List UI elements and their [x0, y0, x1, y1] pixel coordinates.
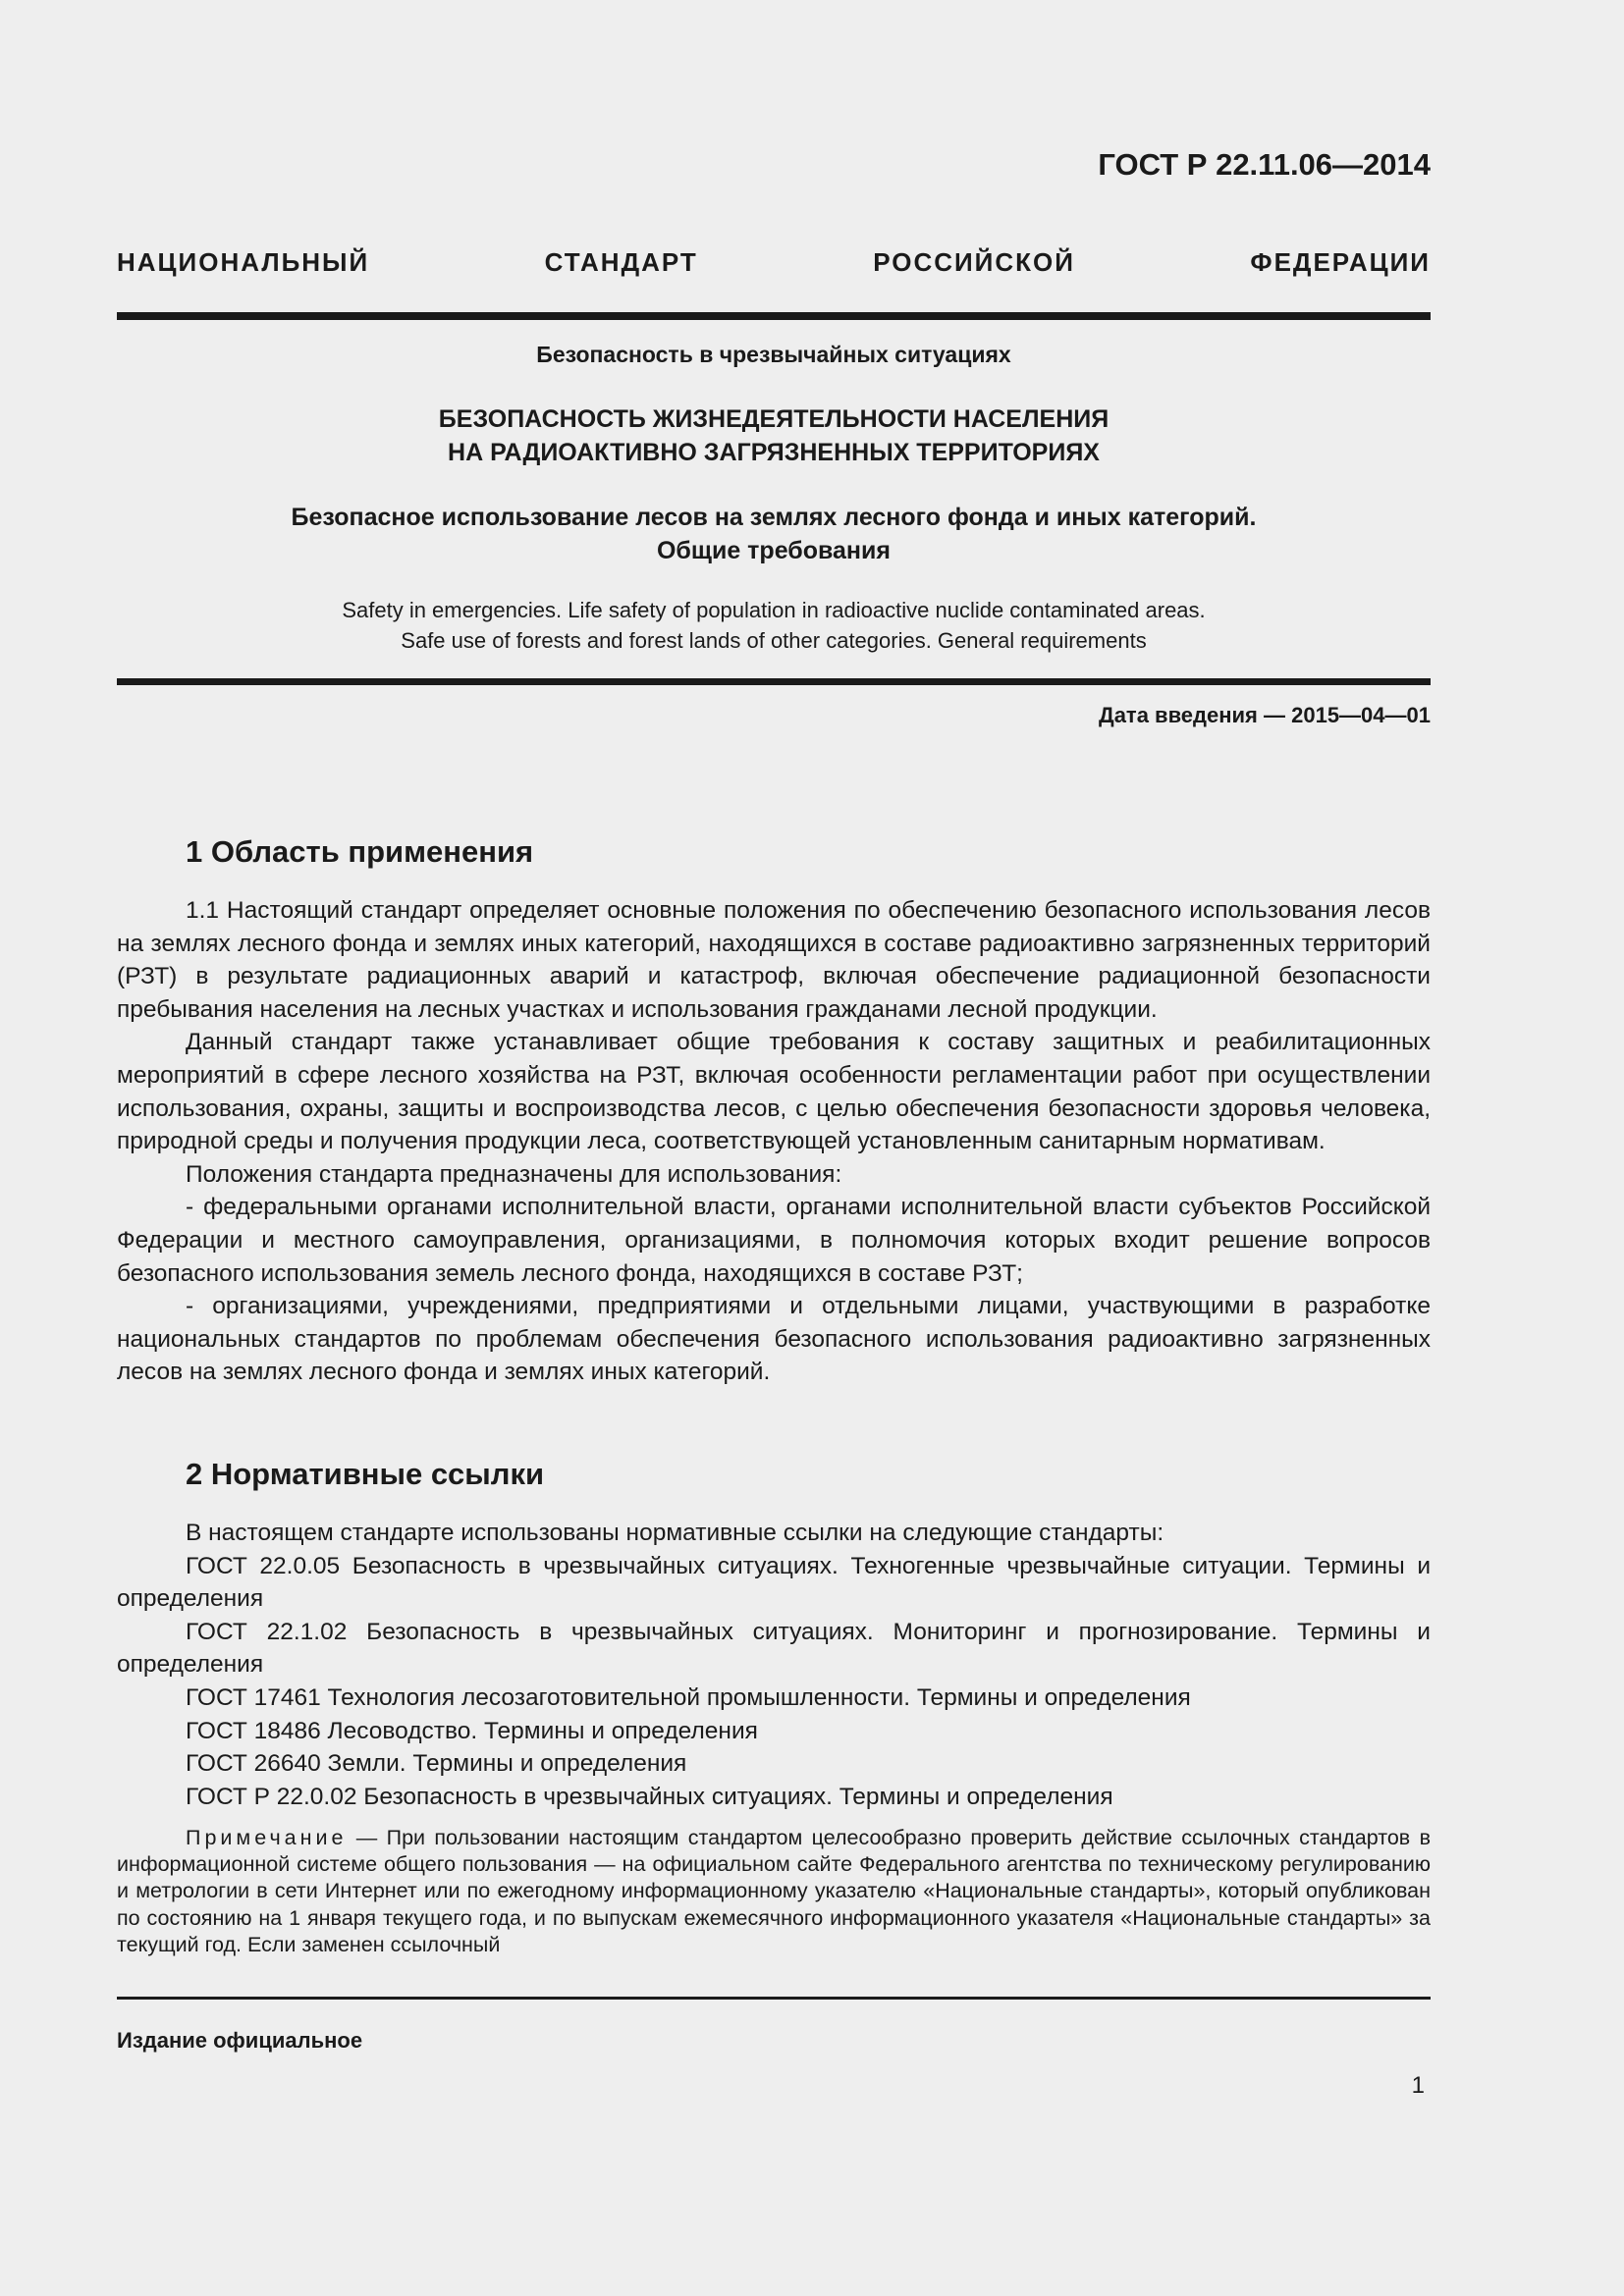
paragraph: Данный стандарт также устанавливает общие требования к составу защитных и реабилитационных мероприятий в сфере лесного хозяйства на РЗТ, включая особенности регламентации работ при осуществлении использования, охраны, защиты и воспроизводства лесов, с целью обеспечения безопасности здоровья человека, природной среды и получения продукции леса, соответствующей установленным санитарным нормативам. — [117, 1029, 1431, 1155]
section-1-heading: 1 Область применения — [186, 834, 534, 869]
title-sub-line-2: Общие требования — [656, 537, 891, 564]
title-main-line-2: НА РАДИОАКТИВНО ЗАГРЯЗНЕННЫХ ТЕРРИТОРИЯХ — [448, 439, 1100, 466]
section-1-body — [117, 894, 1431, 1389]
list-item: - организациями, учреждениями, предприятиями и отдельными лицами, участвующими в разработке национальных стандартов по проблемам обеспечения безопасного использования радиоактивно загрязненных лесов на землях лесного фонда и землях иных категорий. — [117, 1293, 1431, 1386]
header-divider — [117, 312, 1431, 320]
edition-label: Издание официальное — [117, 2028, 363, 2053]
title-subtitle — [117, 501, 1431, 567]
title-english — [117, 595, 1431, 656]
title-divider — [117, 678, 1431, 685]
reference-item: ГОСТ 22.1.02 Безопасность в чрезвычайных ситуациях. Мониторинг и прогнозирование. Термины и определения — [117, 1618, 1431, 1679]
note-text: — При пользовании настоящим стандартом целесообразно проверить действие ссылочных стандартов в информационной системе общего пользования — на официальном сайте Федерального агентства по техническому регулированию и метрологии в сети Интернет или по ежегодному информационному указателю «Национальные стандарты», который опубликован по состоянию на 1 января текущего года, и по выпускам ежемесячного информационного указателя «Национальные стандарты» за текущий год. Если заменен ссылочный — [117, 1826, 1431, 1956]
paragraph: Положения стандарта предназначены для использования: — [186, 1160, 842, 1188]
section-2-body — [117, 1517, 1431, 1813]
title-main — [117, 402, 1431, 469]
title-section: Безопасность в чрезвычайных ситуациях — [536, 342, 1011, 367]
note — [117, 1825, 1431, 1958]
reference-item: ГОСТ 17461 Технология лесозаготовительной промышленности. Термины и определения — [186, 1683, 1191, 1711]
standard-banner: НАЦИОНАЛЬНЫЙ СТАНДАРТ РОССИЙСКОЙ ФЕДЕРАЦИИ — [117, 247, 1431, 277]
reference-item: ГОСТ 26640 Земли. Термины и определения — [186, 1750, 687, 1778]
title-english-line-2: Safe use of forests and forest lands of other categories. General requirements — [401, 628, 1147, 653]
title-main-line-1: БЕЗОПАСНОСТЬ ЖИЗНЕДЕЯТЕЛЬНОСТИ НАСЕЛЕНИЯ — [438, 405, 1110, 433]
paragraph: В настоящем стандарте использованы нормативные ссылки на следующие стандарты: — [186, 1520, 1164, 1546]
reference-item: ГОСТ 22.0.05 Безопасность в чрезвычайных ситуациях. Техногенные чрезвычайные ситуации. Термины и определения — [117, 1552, 1431, 1613]
list-item: - федеральными органами исполнительной власти, органами исполнительной власти субъектов Российской Федерации и местного самоуправления, организациями, в полномочия которых входит решение вопросов безопасного использования земель лесного фонда, находящихся в составе РЗТ; — [117, 1194, 1431, 1287]
reference-item: ГОСТ Р 22.0.02 Безопасность в чрезвычайных ситуациях. Термины и определения — [186, 1783, 1113, 1810]
reference-item: ГОСТ 18486 Лесоводство. Термины и определения — [186, 1717, 758, 1744]
page-number: 1 — [1411, 2072, 1425, 2099]
paragraph: 1.1 Настоящий стандарт определяет основные положения по обеспечению безопасного использования лесов на землях лесного фонда и землях иных категорий, находящихся в составе радиоактивно загрязненных территорий (РЗТ) в результате радиационных аварий и катастроф, включая обеспечение радиационной безопасности пребывания населения на лесных участках и использования гражданами лесной продукции. — [117, 897, 1431, 1023]
title-english-line-1: Safety in emergencies. Life safety of population in radioactive nuclide contaminated areas. — [342, 598, 1206, 622]
document-number: ГОСТ Р 22.11.06—2014 — [1098, 147, 1431, 182]
title-sub-line-1: Безопасное использование лесов на землях лесного фонда и иных категорий. — [291, 504, 1257, 531]
section-2-heading: 2 Нормативные ссылки — [186, 1457, 545, 1491]
footer-divider — [117, 1997, 1431, 2000]
introduction-date: Дата введения — 2015—04—01 — [1099, 703, 1431, 727]
note-label: Примечание — [186, 1826, 348, 1849]
